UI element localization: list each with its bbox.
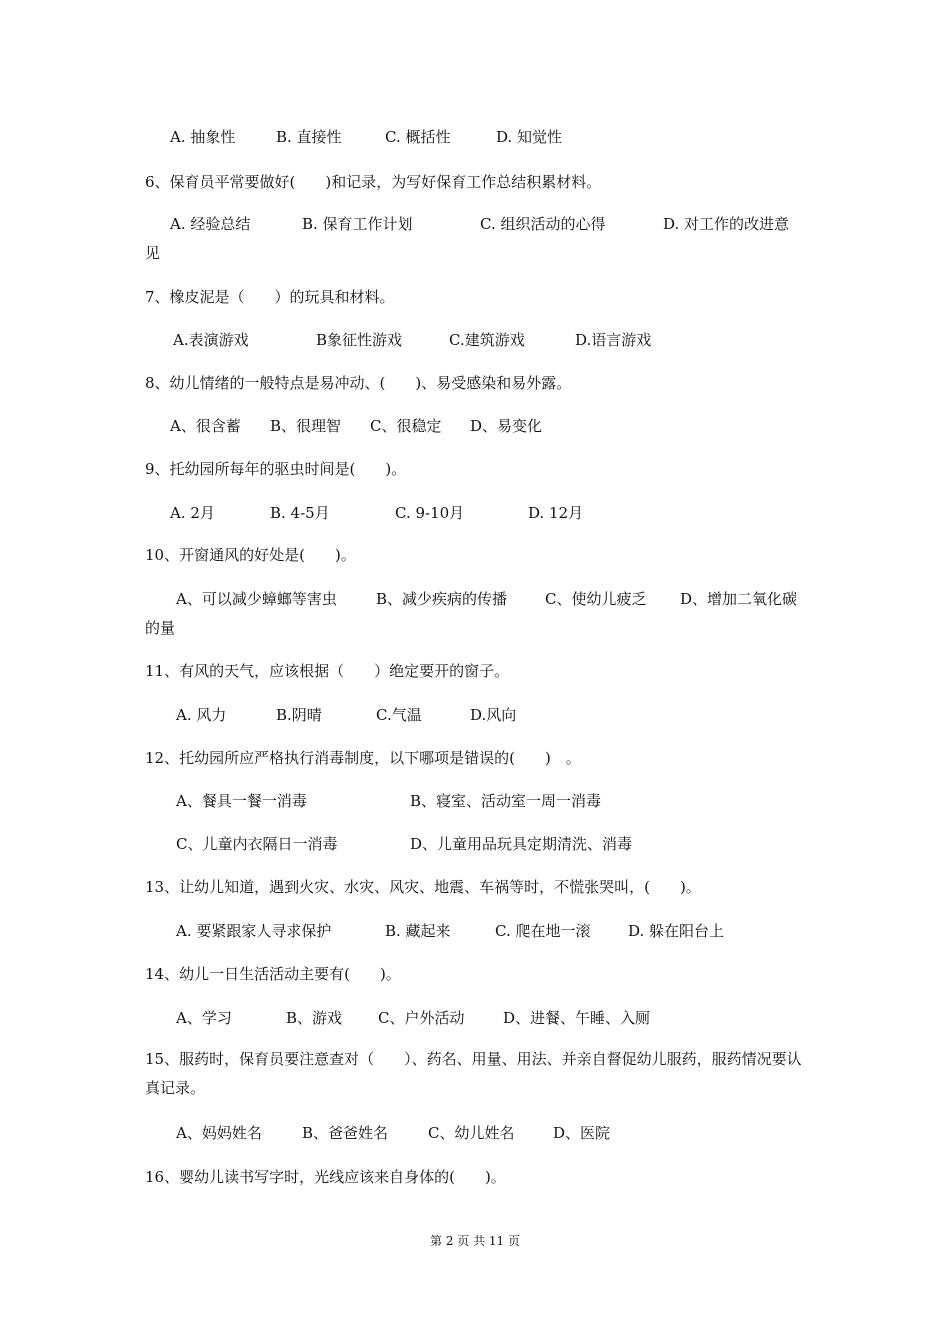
q15-option-d: D、医院 xyxy=(553,1124,611,1142)
q12-option-b: B、寝室、活动室一周一消毒 xyxy=(410,792,602,810)
question-14: 14、幼儿一日生活活动主要有( )。 xyxy=(145,965,401,983)
q11-option-a: A. 风力 xyxy=(176,706,227,724)
q10-option-c: C、使幼儿疲乏 xyxy=(545,590,647,608)
q6-option-b: B. 保育工作计划 xyxy=(302,215,413,233)
question-9: 9、托幼园所每年的驱虫时间是( )。 xyxy=(145,460,407,478)
q7-option-a: A.表演游戏 xyxy=(173,331,249,349)
q7-option-c: C.建筑游戏 xyxy=(449,331,525,349)
q8-option-b: B、很理智 xyxy=(270,417,342,435)
question-8: 8、幼儿情绪的一般特点是易冲动、( )、易受感染和易外露。 xyxy=(145,374,572,392)
q14-option-a: A、学习 xyxy=(176,1009,232,1027)
q11-option-d: D.风向 xyxy=(470,706,517,724)
question-13: 13、让幼儿知道，遇到火灾、水灾、风灾、地震、车祸等时，不慌张哭叫，( )。 xyxy=(145,878,701,896)
q8-option-d: D、易变化 xyxy=(470,417,543,435)
q13-option-a: A. 要紧跟家人寻求保护 xyxy=(176,922,332,940)
q9-option-a: A. 2月 xyxy=(170,504,215,522)
question-6: 6、保育员平常要做好( )和记录，为写好保育工作总结积累材料。 xyxy=(145,173,602,191)
q12-option-d: D、儿童用品玩具定期清洗、消毒 xyxy=(410,835,633,853)
q6-option-d-continued: 见 xyxy=(145,244,161,262)
question-11: 11、有风的天气，应该根据（ ）绝定要开的窗子。 xyxy=(145,662,510,680)
q6-option-d: D. 对工作的改进意 xyxy=(663,215,790,233)
q10-option-d: D、增加二氧化碳 xyxy=(680,590,798,608)
q15-option-b: B、爸爸姓名 xyxy=(302,1124,389,1142)
page-number: 第 2 页 共 11 页 xyxy=(430,1234,520,1248)
q5-option-b: B. 直接性 xyxy=(276,128,342,146)
q10-option-a: A、可以减少蟑螂等害虫 xyxy=(176,590,337,608)
q7-option-d: D.语言游戏 xyxy=(575,331,652,349)
question-12: 12、托幼园所应严格执行消毒制度，以下哪项是错误的( ) 。 xyxy=(145,749,581,767)
q13-option-b: B. 藏起来 xyxy=(385,922,451,940)
q6-option-c: C. 组织活动的心得 xyxy=(480,215,606,233)
q14-option-c: C、户外活动 xyxy=(378,1009,465,1027)
q12-option-c: C、儿童内衣隔日一消毒 xyxy=(176,835,338,853)
q10-option-b: B、减少疾病的传播 xyxy=(376,590,508,608)
q11-option-b: B.阴晴 xyxy=(276,706,322,724)
q13-option-d: D. 躲在阳台上 xyxy=(628,922,725,940)
q9-option-d: D. 12月 xyxy=(528,504,584,522)
q15-option-a: A、妈妈姓名 xyxy=(176,1124,262,1142)
q5-option-a: A. 抽象性 xyxy=(170,128,236,146)
question-16: 16、婴幼儿读书写字时，光线应该来自身体的( )。 xyxy=(145,1168,506,1186)
question-15: 15、服药时，保育员要注意查对（ ）、药名、用量、用法、并亲自督促幼儿服药，服药情况要认真记录。 xyxy=(145,1050,802,1097)
q15-option-c: C、幼儿姓名 xyxy=(428,1124,515,1142)
question-7: 7、橡皮泥是（ ）的玩具和材料。 xyxy=(145,288,395,306)
q14-option-d: D、进餐、午睡、入厕 xyxy=(503,1009,651,1027)
q8-option-c: C、很稳定 xyxy=(370,417,442,435)
question-10: 10、开窗通风的好处是( )。 xyxy=(145,546,356,564)
q5-option-c: C. 概括性 xyxy=(385,128,451,146)
q13-option-c: C. 爬在地一滚 xyxy=(495,922,591,940)
q12-option-a: A、餐具一餐一消毒 xyxy=(176,792,307,810)
q9-option-c: C. 9-10月 xyxy=(395,504,465,522)
q5-option-d: D. 知觉性 xyxy=(496,128,563,146)
q7-option-b: B象征性游戏 xyxy=(316,331,403,349)
q6-option-a: A. 经验总结 xyxy=(170,215,251,233)
q9-option-b: B. 4-5月 xyxy=(270,504,330,522)
q10-option-d-continued: 的量 xyxy=(145,619,176,637)
q11-option-c: C.气温 xyxy=(376,706,422,724)
q8-option-a: A、很含蓄 xyxy=(170,417,241,435)
q14-option-b: B、游戏 xyxy=(286,1009,343,1027)
